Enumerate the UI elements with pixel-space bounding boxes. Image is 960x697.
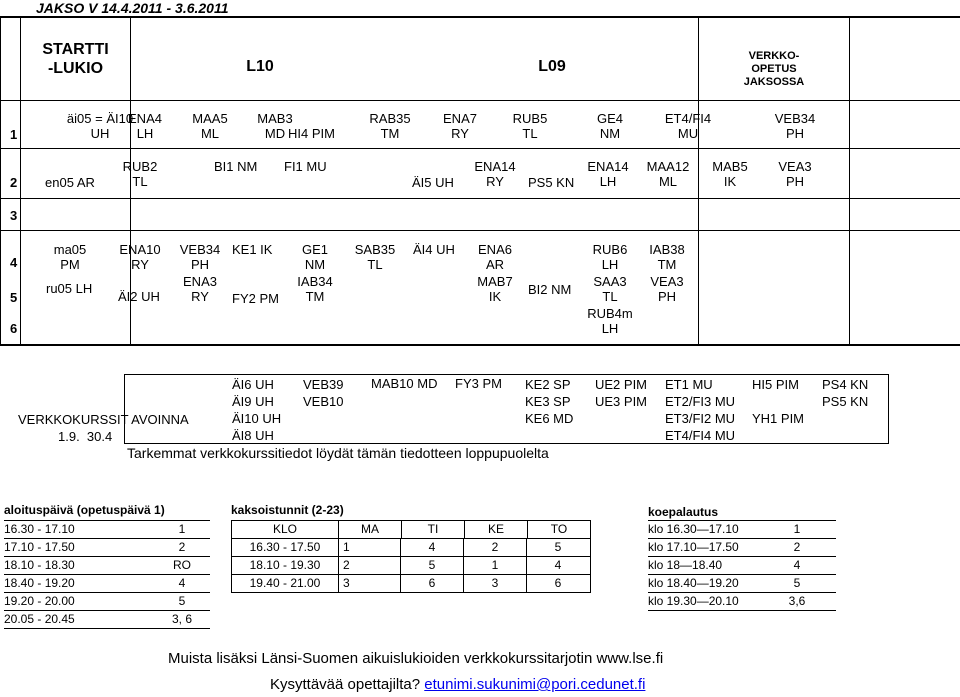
footer-contact bbox=[270, 676, 645, 693]
table-row: 18.40 - 19.20 4 bbox=[4, 574, 210, 592]
header-l10: L10 bbox=[246, 58, 274, 75]
online-col-4: FY3 PM bbox=[455, 376, 502, 391]
exams-table bbox=[648, 520, 836, 611]
table-row: 16.30 - 17.50 1 4 2 5 bbox=[231, 539, 591, 557]
footer-info: Muista lisäksi Länsi-Suomen aikuislukioiden verkkokurssitarjotin www.lse.fi bbox=[168, 650, 664, 667]
start-times-heading: aloituspäivä (opetuspäivä 1) bbox=[4, 503, 165, 517]
table-row: klo 16.30—17.10 1 bbox=[648, 520, 836, 538]
table-row: 18.10 - 18.30 RO bbox=[4, 556, 210, 574]
email-link[interactable]: etunimi.sukunimi@pori.cedunet.fi bbox=[424, 676, 646, 693]
online-col-6: UE2 PIM UE3 PIM bbox=[595, 377, 648, 409]
online-col-9: PS4 KN PS5 KN bbox=[822, 377, 869, 409]
table-row: 17.10 - 17.50 2 bbox=[4, 538, 210, 556]
table-row: klo 19.30—20.10 3,6 bbox=[648, 592, 836, 611]
header-l09: L09 bbox=[538, 58, 566, 75]
online-col-8: HI5 PIM YH1 PIM bbox=[752, 377, 805, 426]
online-note: Tarkemmat verkkokurssitiedot löydät tämän tiedotteen loppupuolelta bbox=[127, 445, 549, 461]
table-row: 16.30 - 17.10 1 bbox=[4, 520, 210, 538]
header-startti: STARTTI -LUKIO bbox=[42, 41, 109, 77]
exams-heading: koepalautus bbox=[648, 505, 719, 519]
online-col-1: ÄI6 UH ÄI9 UH ÄI10 UH ÄI8 UH bbox=[232, 377, 282, 443]
footer-ask: Kysyttävää opettajilta? bbox=[270, 676, 425, 693]
online-label: VERKKOKURSSIT AVOINNA bbox=[18, 412, 189, 427]
row-3-number: 3 bbox=[10, 208, 18, 223]
table-row: klo 18.40—19.20 5 bbox=[648, 574, 836, 592]
double-heading: kaksoistunnit (2-23) bbox=[231, 503, 344, 517]
online-dates: 1.9. 30.4 bbox=[58, 429, 113, 444]
table-header: KLO MA TI KE TO bbox=[231, 520, 591, 539]
header-verkko: VERKKO- OPETUS JAKSOSSA bbox=[743, 50, 805, 88]
table-row: 19.20 - 20.00 5 bbox=[4, 592, 210, 610]
table-row: 20.05 - 20.45 3, 6 bbox=[4, 610, 210, 629]
online-col-5: KE2 SP KE3 SP KE6 MD bbox=[525, 377, 574, 426]
online-col-2: VEB39 VEB10 bbox=[303, 377, 344, 409]
online-col-7: ET1 MU ET2/FI3 MU ET3/FI2 MU ET4/FI4 MU bbox=[665, 377, 736, 443]
online-col-3: MAB10 MD bbox=[371, 376, 438, 391]
page-title: JAKSO V 14.4.2011 - 3.6.2011 bbox=[36, 0, 229, 16]
table-row: klo 18—18.40 4 bbox=[648, 556, 836, 574]
table-row: 19.40 - 21.00 3 6 3 6 bbox=[231, 575, 591, 593]
table-row: klo 17.10—17.50 2 bbox=[648, 538, 836, 556]
table-row: 18.10 - 19.30 2 5 1 4 bbox=[231, 557, 591, 575]
double-table bbox=[231, 520, 591, 593]
start-times-table bbox=[4, 520, 210, 629]
